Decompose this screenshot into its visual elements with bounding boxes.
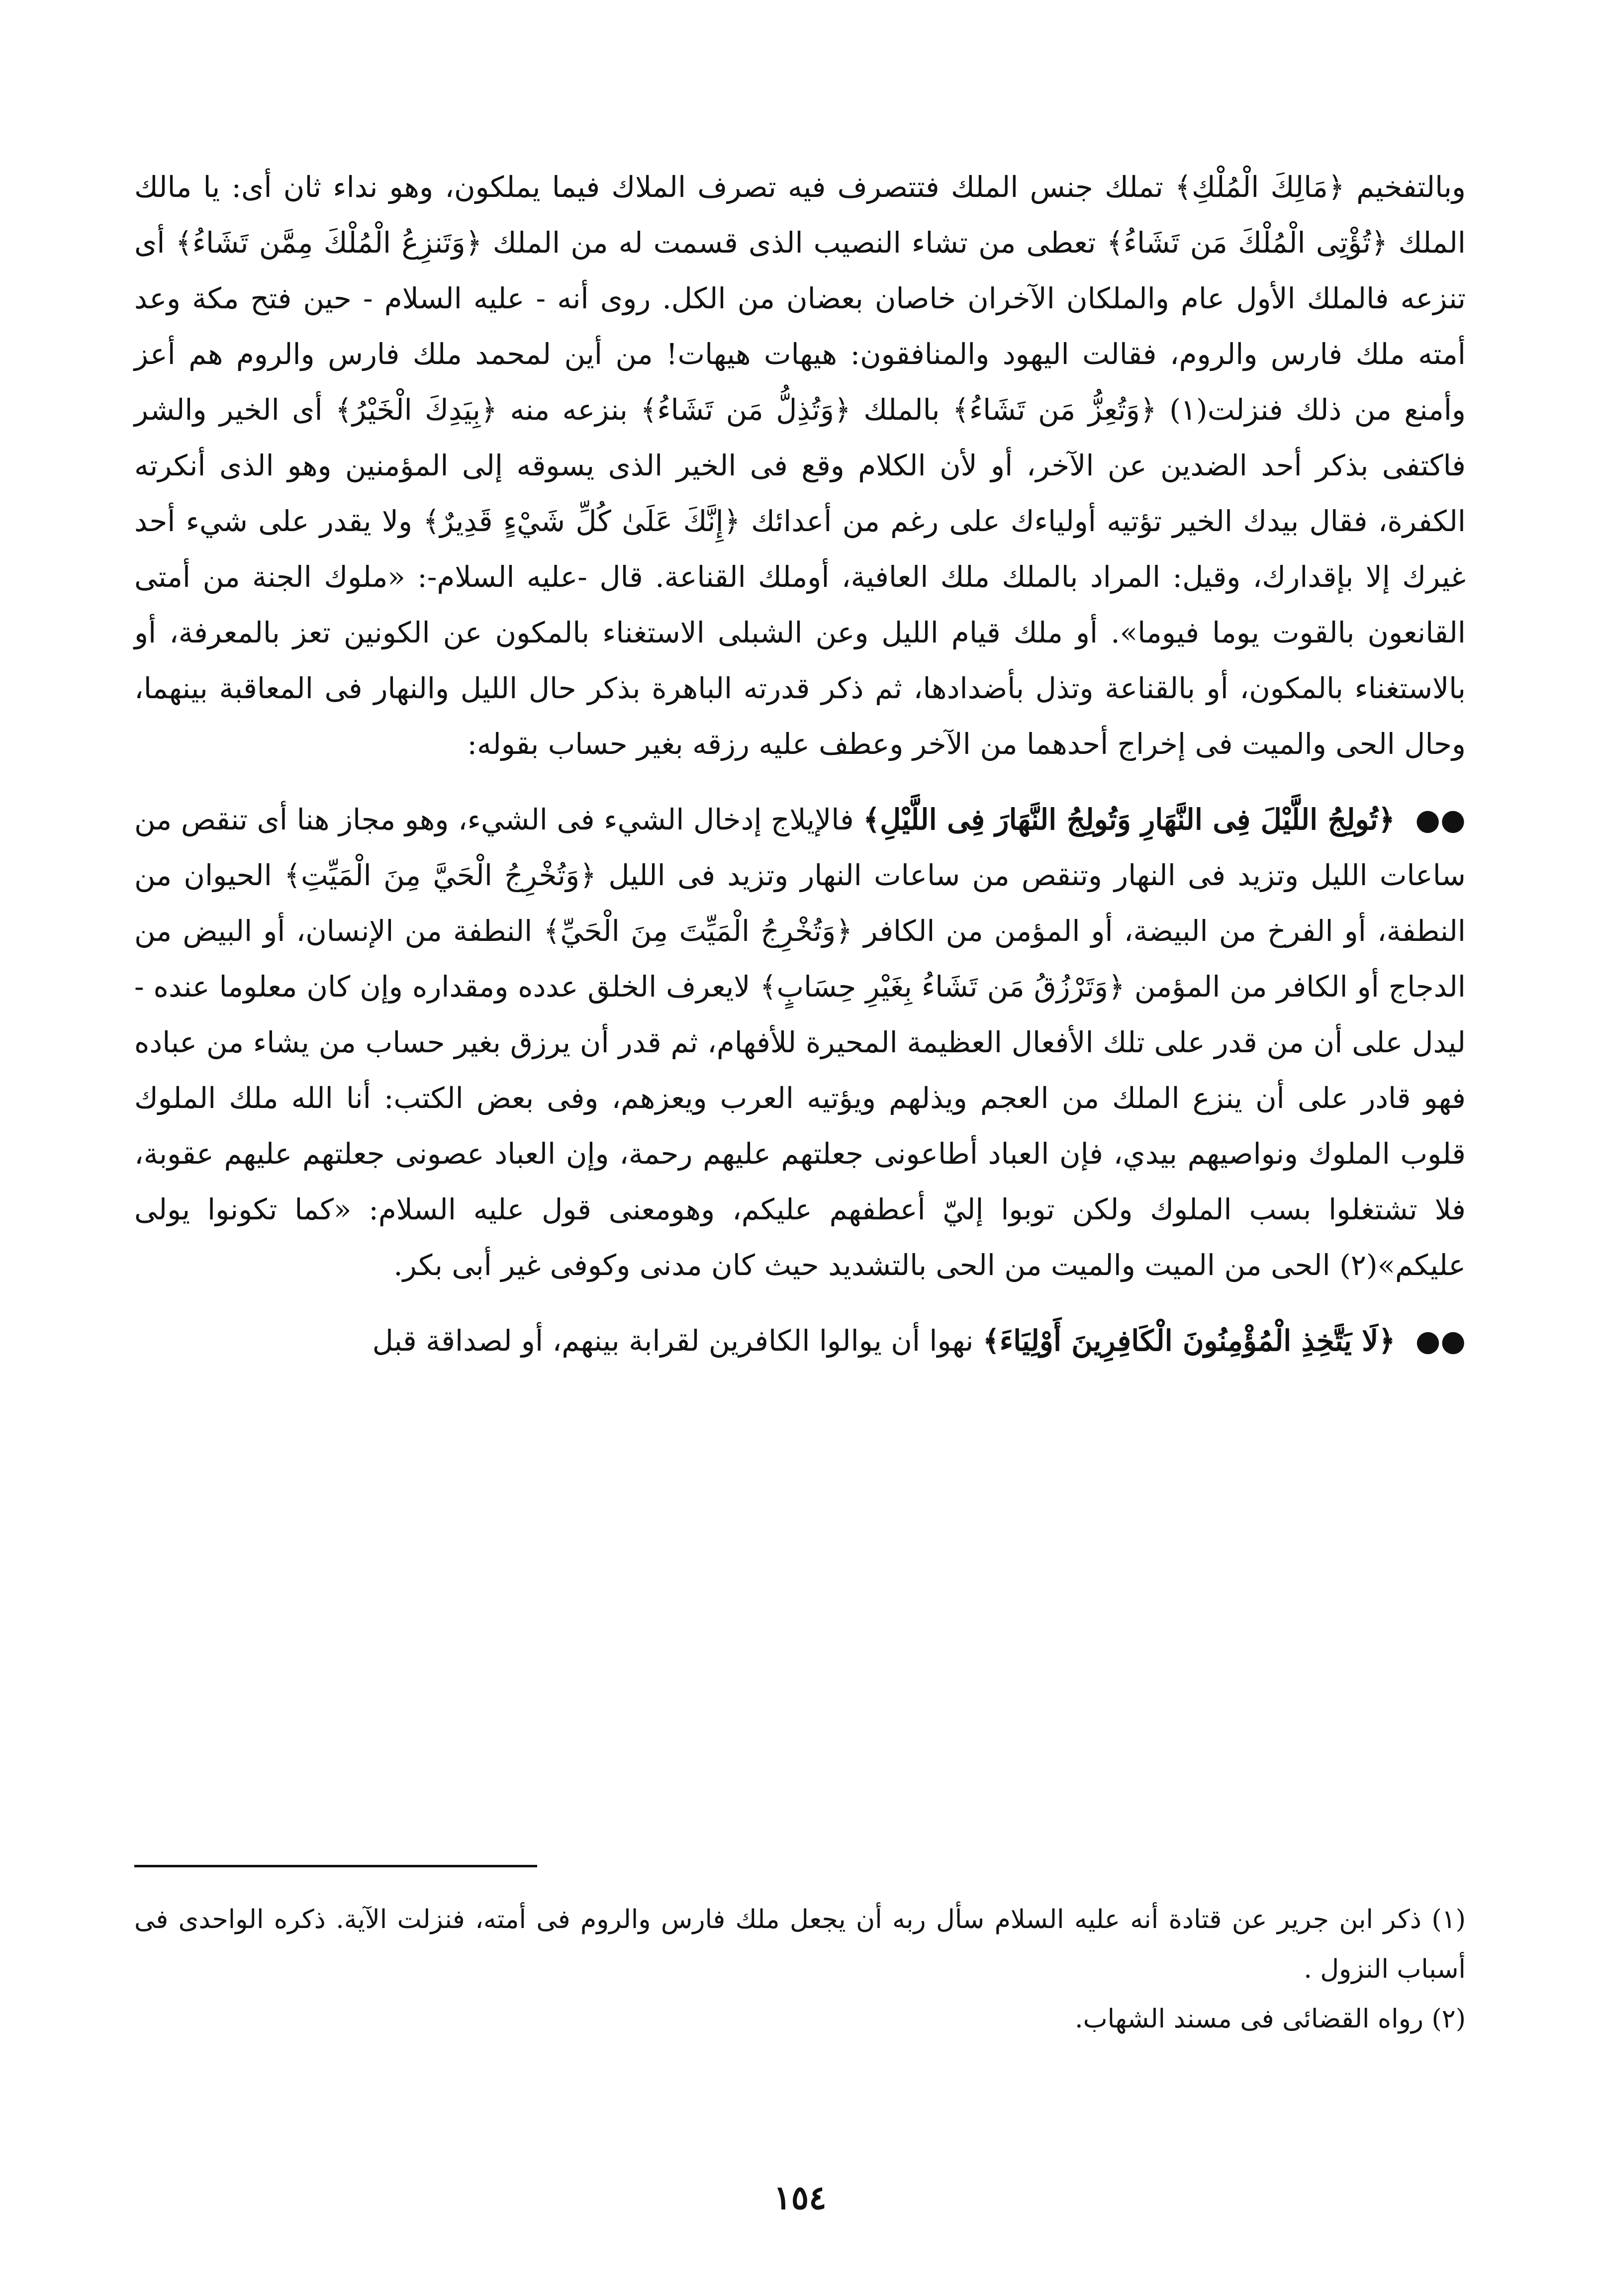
body-text	[134, 159, 1466, 1388]
verse-heading: ﴿تُولِجُ اللَّيْلَ فِى النَّهَارِ وَتُولِجُ النَّهَارَ فِى اللَّيْلِ﴾	[863, 803, 1395, 836]
paragraph-3	[134, 1313, 1466, 1369]
paragraph-text: فالإيلاج إدخال الشيء فى الشيء، وهو مجاز هنا أى تنقص من ساعات الليل وتزيد فى النهار وتنقص من ساعات النهار وتزيد فى الليل ﴿وَتُخْرِجُ الْحَيَّ مِنَ الْمَيِّتِ﴾ الحيوان من النطفة، أو الفرخ من البيضة، أو المؤمن من الكافر ﴿وَتُخْرِجُ الْمَيِّتَ مِنَ الْحَيِّ﴾ النطفة من الإنسان، أو البيض من الدجاج أو الكافر من المؤمن ﴿وَتَرْزُقُ مَن تَشَاءُ بِغَيْرِ حِسَابٍ﴾ لايعرف الخلق عدده ومقداره وإن كان معلوما عنده - ليدل على أن من قدر على تلك الأفعال العظيمة المحيرة للأفهام، ثم قدر أن يرزق بغير حساب من يشاء من عباده فهو قادر على أن ينزع الملك من العجم ويذلهم ويؤتيه العرب ويعزهم، وفى بعض الكتب: أنا الله ملك الملوك قلوب الملوك ونواصيهم بيدي، فإن العباد أطاعونى جعلتهم عليهم رحمة، وإن العباد عصونى جعلتهم عليهم عقوبة، فلا تشتغلوا بسب الملوك ولكن توبوا إليّ أعطفهم عليكم، وهومعنى قول عليه السلام: «كما تكونوا يولى عليكم»(٢) الحى من الميت والميت من الحى بالتشديد حيث كان مدنى وكوفى غير أبى بكر.	[134, 803, 1466, 1282]
footnote-2: (٢) رواه القضائى فى مسند الشهاب.	[1075, 2004, 1466, 2034]
paragraph-1: وبالتفخيم ﴿مَالِكَ الْمُلْكِ﴾ تملك جنس الملك فتتصرف فيه تصرف الملاك فيما يملكون، وهو نداء ثان أى: يا مالك الملك ﴿تُؤْتِى الْمُلْكَ مَن تَشَاءُ﴾ تعطى من تشاء النصيب الذى قسمت له من الملك ﴿وَتَنزِعُ الْمُلْكَ مِمَّن تَشَاءُ﴾ أى تنزعه فالملك الأول عام والملكان الآخران خاصان بعضان من الكل. روى أنه - عليه السلام - حين فتح مكة وعد أمته ملك فارس والروم، فقالت اليهود والمنافقون: هيهات هيهات! من أين لمحمد ملك فارس والروم هم أعز وأمنع من ذلك فنزلت(١) ﴿وَتُعِزُّ مَن تَشَاءُ﴾ بالملك ﴿وَتُذِلُّ مَن تَشَاءُ﴾ بنزعه منه ﴿بِيَدِكَ الْخَيْرُ﴾ أى الخير والشر فاكتفى بذكر أحد الضدين عن الآخر، أو لأن الكلام وقع فى الخير الذى يسوقه إلى المؤمنين وهو الذى أنكرته الكفرة، فقال بيدك الخير تؤتيه أولياءك على رغم من أعدائك ﴿إِنَّكَ عَلَىٰ كُلِّ شَيْءٍ قَدِيرٌ﴾ ولا يقدر على شيء أحد غيرك إلا بإقدارك، وقيل: المراد بالملك ملك العافية، أوملك القناعة. قال -عليه السلام-: «ملوك الجنة من أمتى القانعون بالقوت يوما فيوما». أو ملك قيام الليل وعن الشبلى الاستغناء بالمكون عن الكونين تعز بالمعرفة، أو بالاستغناء بالمكون، أو بالقناعة وتذل بأضدادها، ثم ذكر قدرته الباهرة بذكر حال الليل والنهار فى المعاقبة بينهما، وحال الحى والميت فى إخراج أحدهما من الآخر وعطف عليه رزقه بغير حساب بقوله:	[134, 170, 1466, 761]
footnote-1: (١) ذكر ابن جرير عن قتادة أنه عليه السلام سأل ربه أن يجعل ملك فارس والروم فى أمته، فنزلت الآية. ذكره الواحدى فى أسباب النزول .	[134, 1905, 1466, 1984]
paragraph-2	[134, 792, 1466, 1293]
bullet-marker: ●●	[1415, 803, 1466, 836]
footnote-separator	[134, 1865, 537, 1867]
verse-heading: ﴿لَا يَتَّخِذِ الْمُؤْمِنُونَ الْكَافِرِينَ أَوْلِيَاءَ﴾	[982, 1324, 1396, 1358]
footnotes	[134, 1895, 1466, 2044]
paragraph-text: نهوا أن يوالوا الكافرين لقرابة بينهم، أو لصداقة قبل	[372, 1324, 974, 1358]
page-number: ١٥٤	[773, 2178, 827, 2217]
bullet-marker: ●●	[1415, 1324, 1466, 1358]
